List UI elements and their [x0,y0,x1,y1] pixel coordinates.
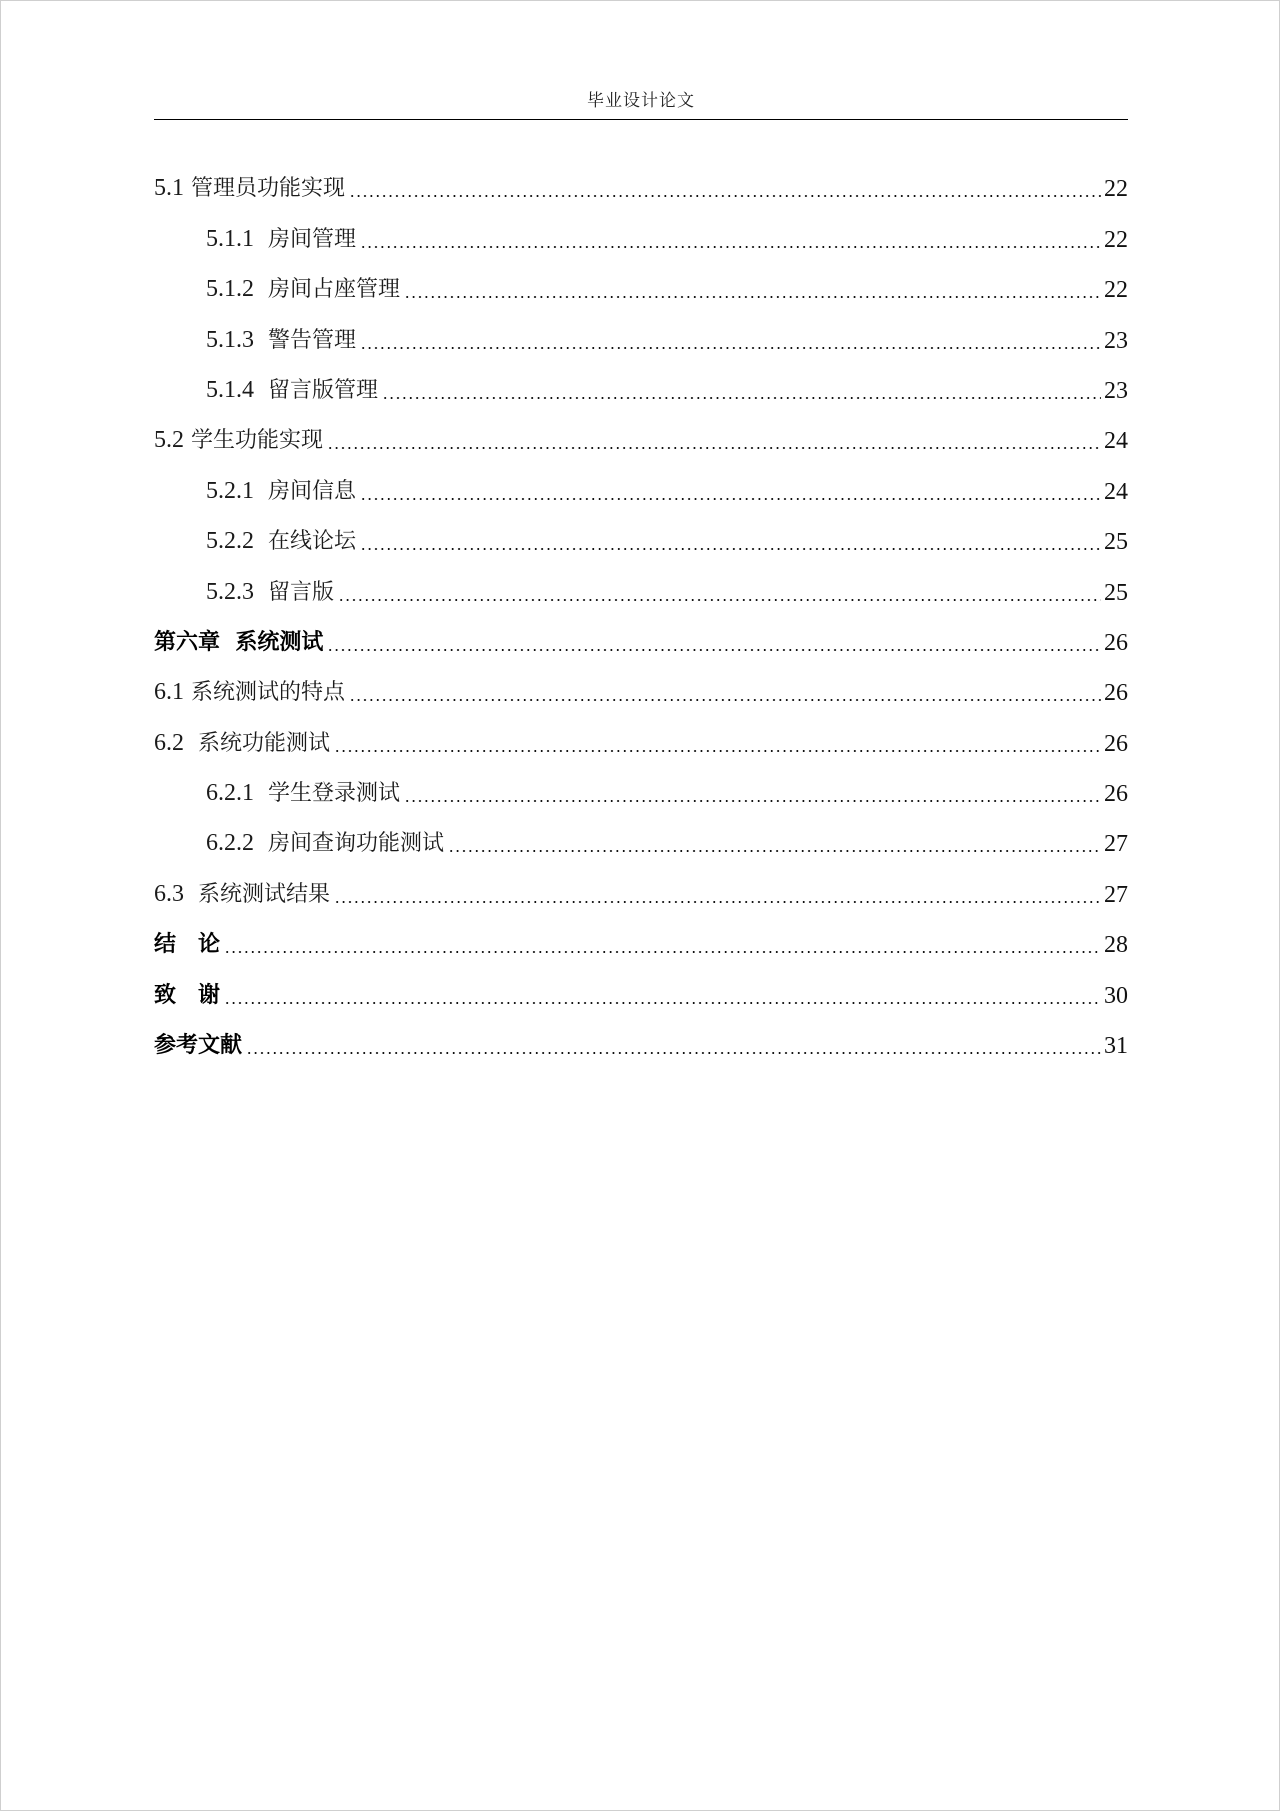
toc-entry-text: 房间占座管理 [268,277,401,303]
toc-entry-number: 6.2.1 [206,780,254,807]
dot-leader [224,951,1101,953]
toc-entry-number: 5.2.3 [206,578,254,605]
toc-entry-number: 6.1 [154,679,184,706]
dot-leader [360,347,1101,349]
toc-entry-title: 第六章 系统测试 [154,629,324,655]
toc-entry-title [206,823,448,864]
toc-entry-text: 学生功能实现 [191,428,324,454]
toc-entry-5-2-1[interactable] [154,461,1128,511]
toc-entry-title: 结 论 [154,932,221,958]
toc-entry-chapter-6[interactable] [154,613,1128,663]
dot-leader [448,850,1101,852]
dot-leader [338,599,1101,601]
toc-entry-page: 26 [1104,629,1128,656]
toc-entry-number: 5.2 [154,427,184,454]
toc-entry-separator [254,277,268,302]
toc-entry-page: 25 [1104,579,1128,606]
toc-entry-title [206,471,360,512]
toc-entry-number: 5.1.4 [206,376,254,403]
toc-entry-page: 23 [1104,327,1128,354]
toc-entry-number: 5.1 [154,175,184,202]
toc-entry-5-1-2[interactable] [154,260,1128,310]
toc-entry-title [154,723,334,764]
toc-entry-number: 5.1.2 [206,276,254,303]
toc-entry-page: 27 [1104,881,1128,908]
toc-entry-separator [184,428,191,453]
toc-entry-title [206,269,404,310]
toc-entry-number: 6.3 [154,880,184,907]
toc-entry-text: 房间查询功能测试 [268,831,445,857]
toc-entry-page: 26 [1104,781,1128,808]
toc-entry-separator [254,479,268,504]
toc-entry-text: 留言版 [268,579,335,605]
dot-leader [334,901,1101,903]
toc-entry-references[interactable] [154,1016,1128,1066]
toc-entry-page: 28 [1104,932,1128,959]
toc-entry-title [154,672,349,713]
dot-leader [224,1002,1101,1004]
toc-entry-page: 22 [1104,277,1128,304]
running-header: 毕业设计论文 [587,91,695,111]
toc-entry-text: 系统测试结果 [198,881,331,907]
toc-entry-text: 管理员功能实现 [191,176,346,202]
toc-entry-5-2-2[interactable] [154,512,1128,562]
toc-entry-page: 24 [1104,478,1128,505]
dot-leader [360,548,1101,550]
toc-entry-text: 留言版管理 [268,377,379,403]
toc-entry-number: 6.2 [154,729,184,756]
toc-entry-separator [254,328,268,353]
toc-entry-5-1[interactable] [154,159,1128,209]
toc-entry-6-2-1[interactable] [154,764,1128,814]
toc-entry-6-1[interactable] [154,663,1128,713]
toc-entry-5-1-4[interactable] [154,361,1128,411]
toc-entry-number: 6.2.2 [206,830,254,857]
toc-entry-page: 26 [1104,730,1128,757]
toc-entry-title [206,219,360,260]
toc-entry-text: 系统功能测试 [198,730,331,756]
toc-entry-5-2-3[interactable] [154,562,1128,612]
toc-entry-conclusion[interactable] [154,915,1128,965]
toc-entry-page: 25 [1104,529,1128,556]
toc-entry-page: 22 [1104,176,1128,203]
toc-entry-text: 房间管理 [268,226,357,252]
toc-entry-separator [254,378,268,403]
toc-entry-separator [184,680,191,705]
toc-entry-title [154,420,327,461]
toc-entry-text: 房间信息 [268,478,357,504]
header-rule [154,119,1128,120]
toc-entry-title [206,572,338,613]
dot-leader [360,498,1101,500]
toc-entry-6-2[interactable] [154,713,1128,763]
dot-leader [404,296,1101,298]
toc-entry-separator [254,831,268,856]
toc-entry-separator [254,529,268,554]
toc-entry-separator [254,227,268,252]
dot-leader [246,1052,1101,1054]
dot-leader [382,397,1101,399]
toc-entry-page: 23 [1104,377,1128,404]
toc-entry-separator [184,176,191,201]
toc-entry-title [206,320,360,361]
toc-entry-title [206,370,382,411]
toc-entry-number: 5.1.1 [206,225,254,252]
dot-leader [360,246,1101,248]
toc-entry-page: 27 [1104,831,1128,858]
toc-entry-title [206,521,360,562]
dot-leader [327,649,1101,651]
table-of-contents [154,159,1128,1066]
toc-entry-separator [254,781,268,806]
toc-entry-text: 学生登录测试 [268,781,401,807]
toc-entry-title [206,773,404,814]
toc-entry-number: 5.2.1 [206,477,254,504]
toc-entry-text: 系统测试的特点 [191,680,346,706]
toc-entry-title [154,168,349,209]
toc-entry-5-2[interactable] [154,411,1128,461]
toc-entry-number: 5.2.2 [206,528,254,555]
toc-entry-5-1-3[interactable] [154,310,1128,360]
toc-entry-title: 致 谢 [154,982,221,1008]
toc-entry-5-1-1[interactable] [154,209,1128,259]
dot-leader [334,750,1101,752]
toc-entry-page: 26 [1104,680,1128,707]
toc-entry-page: 30 [1104,982,1128,1009]
toc-entry-title: 参考文献 [154,1033,243,1059]
toc-entry-separator [184,731,198,756]
toc-entry-6-2-2[interactable] [154,814,1128,864]
toc-entry-number: 5.1.3 [206,326,254,353]
dot-leader [349,699,1101,701]
dot-leader [404,800,1101,802]
toc-entry-page: 22 [1104,226,1128,253]
toc-entry-text: 警告管理 [268,327,357,353]
dot-leader [327,447,1101,449]
toc-entry-6-3[interactable] [154,864,1128,914]
toc-entry-text: 在线论坛 [268,529,357,555]
toc-entry-acknowledgements[interactable] [154,965,1128,1015]
toc-entry-page: 24 [1104,428,1128,455]
toc-entry-separator [254,580,268,605]
toc-entry-separator [184,882,198,907]
toc-entry-page: 31 [1104,1033,1128,1060]
toc-entry-title [154,874,334,915]
dot-leader [349,195,1101,197]
